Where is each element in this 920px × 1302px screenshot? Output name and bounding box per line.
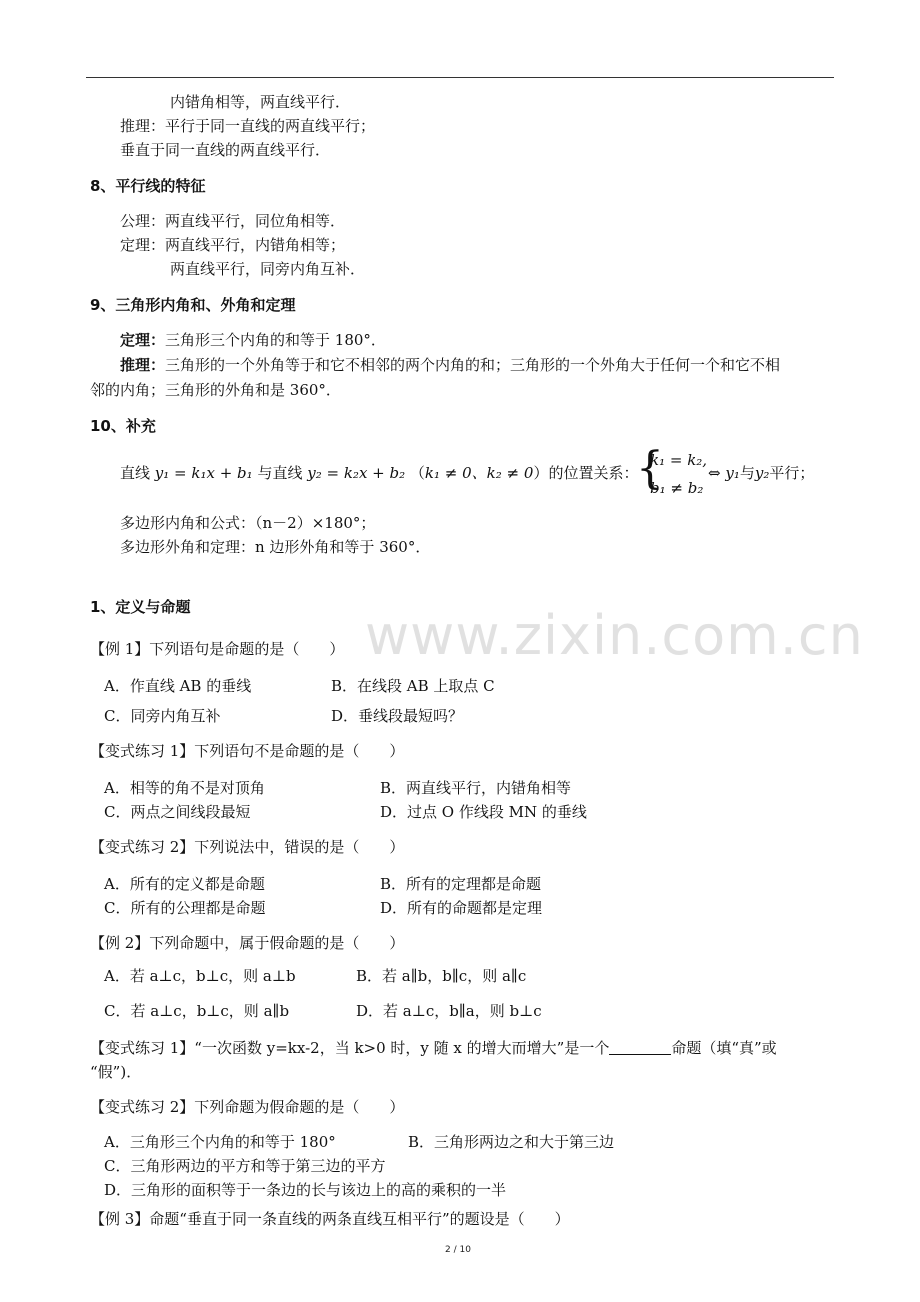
- text-line: 推理：平行于同一直线的两直线平行；: [120, 117, 376, 135]
- question-line: [90, 1038, 777, 1058]
- text-span: 【变式练习 1】“一次函数 y=kx-2，当 k>0 时，y 随 x 的增大而增大”是一个: [90, 1039, 610, 1057]
- option: C．若 a⊥c，b⊥c，则 a∥b: [104, 1002, 290, 1020]
- text-span: 与直线: [257, 464, 303, 482]
- text-span: 三角形的一个外角等于和它不相邻的两个内角的和；三角形的一个外角大于任何一个和它不相: [165, 356, 781, 374]
- option: C．三角形两边的平方和等于第三边的平方: [104, 1157, 386, 1175]
- bold-label: 推理：: [120, 356, 166, 374]
- header-rule: [86, 77, 834, 78]
- text-span: 平行；: [769, 464, 815, 482]
- system-row: [650, 478, 703, 498]
- text-line: 多边形内角和公式：（n－2）×180°；: [120, 514, 376, 532]
- math-expr: y₂ = k₂x + b₂: [307, 464, 406, 482]
- option: C．同旁内角互补: [104, 707, 221, 725]
- text-span: 直线: [120, 464, 151, 482]
- option: D．若 a⊥c，b∥a，则 b⊥c: [356, 1002, 542, 1020]
- text-span: 命题（填“真”或: [671, 1039, 777, 1057]
- text-span: 与: [739, 464, 755, 482]
- option: C．两点之间线段最短: [104, 803, 251, 821]
- option: B．在线段 AB 上取点 C: [331, 677, 495, 695]
- text-line: 两直线平行，同旁内角互补．: [170, 260, 366, 278]
- formula-line: [120, 463, 638, 483]
- answer-blank: [609, 1040, 671, 1055]
- math-expr: b₁ ≠ b₂: [650, 479, 704, 497]
- iff-symbol: ⇔: [708, 464, 721, 482]
- option: B．三角形两边之和大于第三边: [408, 1133, 615, 1151]
- text-span: ）的位置关系：: [533, 464, 639, 482]
- option: D．所有的命题都是定理: [380, 899, 543, 917]
- question-line: 【变式练习 2】下列命题为假命题的是（ ）: [90, 1098, 405, 1116]
- option: C．所有的公理都是命题: [104, 899, 266, 917]
- option: D．垂线段最短吗？: [331, 707, 464, 725]
- text-line: 公理：两直线平行，同位角相等．: [120, 212, 346, 230]
- text-line: 邻的内角；三角形的外角和是 360°．: [90, 381, 341, 399]
- text-line: 内错角相等，两直线平行．: [170, 93, 351, 111]
- option: B．所有的定理都是命题: [380, 875, 542, 893]
- option: B．两直线平行，内错角相等: [380, 779, 572, 797]
- option: B．若 a∥b，b∥c，则 a∥c: [356, 967, 527, 985]
- page-number: 2 / 10: [445, 1245, 471, 1255]
- option: A．相等的角不是对顶角: [104, 779, 265, 797]
- question-line: 【例 1】下列语句是命题的是（ ）: [90, 640, 345, 658]
- section-heading: 9、三角形内角和、外角和定理: [90, 296, 296, 314]
- section-heading: 8、平行线的特征: [90, 177, 206, 195]
- watermark: www.zixin.com.cn: [365, 604, 864, 667]
- question-line: 【变式练习 2】下列说法中，错误的是（ ）: [90, 838, 405, 856]
- option: A．作直线 AB 的垂线: [104, 677, 252, 695]
- option: D．三角形的面积等于一条边的长与该边上的高的乘积的一半: [104, 1181, 507, 1199]
- math-expr: y₂: [754, 464, 770, 482]
- option: A．三角形三个内角的和等于 180°: [104, 1133, 336, 1151]
- question-line: 【例 3】命题“垂直于同一条直线的两条直线互相平行”的题设是（ ）: [90, 1210, 570, 1228]
- text-line: [120, 355, 780, 375]
- option: A．若 a⊥c，b⊥c，则 a⊥b: [104, 967, 296, 985]
- section-heading: 10、补充: [90, 417, 156, 435]
- text-line: 垂直于同一直线的两直线平行．: [120, 141, 331, 159]
- section-heading: 1、定义与命题: [90, 598, 191, 616]
- question-line: 【例 2】下列命题中，属于假命题的是（ ）: [90, 934, 405, 952]
- text-line: “假”)．: [90, 1063, 142, 1081]
- system-row: [650, 450, 707, 470]
- question-line: 【变式练习 1】下列语句不是命题的是（ ）: [90, 742, 405, 760]
- math-expr: k₁ ≠ 0、k₂ ≠ 0: [424, 464, 534, 482]
- text-span: 三角形三个内角的和等于 180°．: [165, 331, 386, 349]
- option: D．过点 O 作线段 MN 的垂线: [380, 803, 587, 821]
- text-span: （: [409, 464, 425, 482]
- math-expr: y₁ = k₁x + b₁: [154, 464, 253, 482]
- option: A．所有的定义都是命题: [104, 875, 265, 893]
- formula-line: [708, 463, 814, 483]
- brace-symbol: {: [636, 443, 664, 494]
- text-line: [120, 330, 386, 350]
- text-line: 定理：两直线平行，内错角相等；: [120, 236, 346, 254]
- bold-label: 定理：: [120, 331, 166, 349]
- math-expr: k₁ = k₂,: [650, 451, 708, 469]
- text-line: 多边形外角和定理：n 边形外角和等于 360°．: [120, 538, 431, 556]
- math-expr: y₁: [725, 464, 740, 482]
